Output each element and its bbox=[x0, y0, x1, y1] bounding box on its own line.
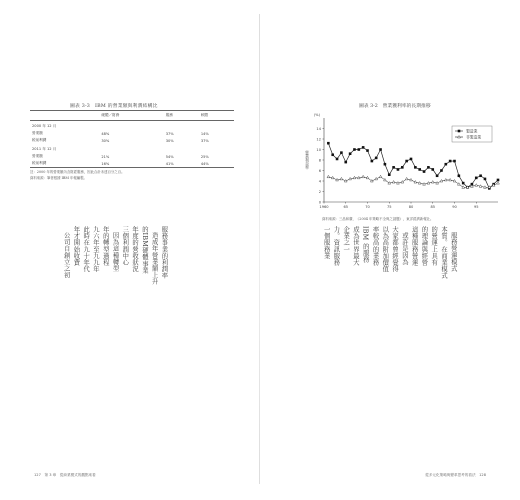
x-tick-label: 70 bbox=[365, 205, 370, 209]
x-tick-label: 65 bbox=[343, 205, 349, 209]
y-axis-label: 營業利益率 bbox=[305, 150, 311, 170]
data-point-square bbox=[418, 168, 421, 171]
y-tick-label: 6 bbox=[318, 168, 321, 173]
data-point-square bbox=[379, 148, 382, 151]
data-point-square bbox=[410, 158, 413, 161]
data-point-square bbox=[497, 179, 500, 182]
text-column: IBM 的服務 bbox=[361, 226, 369, 263]
operating-margin-chart bbox=[302, 110, 502, 214]
table-cell: 48% bbox=[101, 131, 110, 136]
legend-label: 非製造業 bbox=[466, 134, 482, 140]
text-column: 因為這種轉型 bbox=[111, 232, 119, 272]
x-tick-label: 95 bbox=[473, 205, 479, 209]
table-row bbox=[30, 160, 234, 168]
table-row-label: 營業額 bbox=[32, 154, 43, 158]
data-point-square bbox=[397, 168, 400, 171]
table-cell: 16% bbox=[99, 160, 163, 168]
ibm-revenue-profit-table bbox=[30, 110, 234, 168]
table-note-line: 資料來源：筆者根據 IBM 年報編製。 bbox=[30, 176, 87, 180]
table-row bbox=[30, 153, 234, 160]
data-point-square bbox=[423, 170, 426, 173]
text-column: 九六年至九九年 bbox=[91, 226, 99, 273]
x-tick-label: 80 bbox=[408, 205, 414, 209]
text-column: 服務事業的利潤率 bbox=[160, 226, 168, 279]
data-point-square bbox=[431, 168, 434, 171]
data-point-square bbox=[336, 158, 339, 161]
text-column: 成為世界最大 bbox=[351, 226, 359, 266]
data-point-square bbox=[358, 148, 361, 151]
table-cell: 44% bbox=[199, 160, 234, 168]
data-point-square bbox=[331, 153, 334, 156]
text-column: 年的轉型過程 bbox=[101, 226, 109, 266]
text-column: 公司自創立之初 bbox=[62, 232, 70, 279]
data-point-triangle bbox=[362, 175, 365, 178]
data-point-square bbox=[349, 152, 352, 155]
y-tick-label: 0 bbox=[318, 200, 321, 205]
data-point-square bbox=[401, 166, 404, 169]
book-gutter bbox=[259, 14, 260, 484]
x-tick-label: 85 bbox=[430, 205, 436, 209]
data-point-square bbox=[453, 160, 456, 163]
data-point-square bbox=[458, 174, 461, 177]
table-cell: 30% bbox=[101, 138, 110, 143]
table-notes bbox=[30, 169, 124, 181]
table-row bbox=[30, 130, 234, 137]
data-point-square bbox=[405, 160, 408, 163]
table-cell: 14% bbox=[200, 131, 209, 136]
data-point-square bbox=[427, 166, 430, 169]
legend-label: 製造業 bbox=[466, 128, 478, 134]
y-tick-label: 8 bbox=[318, 158, 321, 163]
table-row-label: 税前利潤 bbox=[30, 160, 99, 168]
table-header-cell: 服務 bbox=[164, 111, 199, 121]
data-point-square bbox=[353, 148, 356, 151]
right-folio: 從多元化策略與變革思考的看法 128 bbox=[425, 473, 486, 477]
y-tick-label: 2 bbox=[318, 189, 321, 194]
data-point-square bbox=[445, 163, 448, 166]
table-group-year: 2011 年 12 月 bbox=[32, 147, 57, 151]
table-note-line: 註：2000 年的營業額內含財經服務，因此合計未達百分之百。 bbox=[30, 170, 125, 174]
y-unit-label: (%) bbox=[313, 113, 320, 117]
text-column: 大家都曾經覺得 bbox=[391, 226, 399, 273]
data-point-square bbox=[340, 151, 343, 154]
table-cell: 25% bbox=[200, 154, 209, 159]
x-tick-label: 75 bbox=[386, 205, 392, 209]
data-point-square bbox=[440, 169, 443, 172]
data-point-square bbox=[371, 160, 374, 163]
data-point-triangle bbox=[379, 175, 382, 178]
table-cell: 54% bbox=[165, 154, 174, 159]
text-column: 此時在九十年代 bbox=[82, 226, 90, 273]
text-column: 年才開始收費 bbox=[72, 226, 80, 266]
text-column: 一個服務業 bbox=[322, 226, 330, 259]
text-column: 率較高的業務 bbox=[371, 226, 379, 266]
text-column: 本質。在商業模式 bbox=[439, 226, 447, 279]
text-column: 這種服務營運 bbox=[410, 226, 418, 266]
data-point-square bbox=[392, 166, 395, 169]
data-point-square bbox=[436, 174, 439, 177]
table-caption: 圖表 3-3 IBM 的營業額與利潤結構比 bbox=[70, 104, 158, 109]
table-cell: 21% bbox=[101, 154, 110, 159]
text-column: 三個利潤中心 bbox=[121, 226, 129, 266]
table-group-row bbox=[30, 121, 234, 131]
x-tick-label: 90 bbox=[452, 205, 457, 209]
text-column: 服務營運模式 bbox=[449, 232, 457, 272]
data-point-square bbox=[449, 160, 452, 163]
right-body-text bbox=[322, 226, 456, 324]
data-point-square bbox=[327, 142, 330, 145]
data-point-triangle bbox=[327, 175, 330, 178]
x-tick-label: 1960 bbox=[319, 205, 329, 209]
text-column: 造成年營業額上升 bbox=[150, 232, 158, 285]
text-column: 的營運上具有 bbox=[430, 226, 438, 266]
text-column: 企業之一 bbox=[342, 226, 350, 253]
data-point-triangle bbox=[401, 181, 404, 184]
text-column: 以為高附加價值 bbox=[381, 226, 389, 273]
chart-caption: 圖表 3-2 營業獲利率的長期推移 bbox=[359, 104, 431, 109]
table-group-year: 2000 年 12 月 bbox=[32, 124, 57, 128]
legend-marker-square bbox=[458, 130, 461, 133]
table-row bbox=[30, 137, 234, 144]
y-tick-label: 10 bbox=[316, 147, 321, 152]
data-point-triangle bbox=[431, 181, 434, 184]
text-column: 的IBM硬體事業 bbox=[140, 226, 148, 274]
table-cell: 30% bbox=[165, 138, 174, 143]
data-point-square bbox=[366, 149, 369, 152]
data-point-triangle bbox=[340, 177, 343, 180]
data-point-triangle bbox=[384, 178, 387, 181]
y-tick-label: 14 bbox=[316, 126, 321, 131]
data-point-triangle bbox=[475, 184, 478, 187]
chart-source-note: 資料來源：三品和廣，《2004 年策略不全與之謎題》，東洋經濟新報社。 bbox=[322, 217, 434, 221]
table-row-label: 税前利潤 bbox=[32, 138, 47, 142]
data-point-square bbox=[388, 173, 391, 176]
data-point-square bbox=[362, 146, 365, 149]
data-point-square bbox=[414, 166, 417, 169]
text-column: 的理論與經營 bbox=[420, 226, 428, 266]
data-point-square bbox=[475, 177, 478, 180]
data-point-triangle bbox=[405, 177, 408, 180]
data-point-square bbox=[484, 178, 487, 181]
table-cell: 41% bbox=[164, 160, 199, 168]
data-point-square bbox=[462, 182, 465, 185]
table-row-label: 營業額 bbox=[32, 131, 43, 135]
table-group-row bbox=[30, 144, 234, 153]
table-cell: 37% bbox=[165, 131, 174, 136]
left-folio: 127 第 3 章 從商業模式的觀點來看 bbox=[34, 473, 96, 477]
data-point-triangle bbox=[392, 181, 395, 184]
data-point-triangle bbox=[457, 183, 460, 186]
y-tick-label: 12 bbox=[316, 137, 321, 142]
data-point-square bbox=[344, 161, 347, 164]
table-header-cell: 硬體／財務 bbox=[99, 111, 163, 121]
table-header-cell bbox=[30, 111, 99, 121]
text-column: 年度的營收狀況 bbox=[131, 226, 139, 273]
text-column: 力。資訊服務 bbox=[332, 226, 340, 266]
y-tick-label: 4 bbox=[318, 179, 321, 184]
text-column: 或許是因為 bbox=[400, 232, 408, 265]
data-point-triangle bbox=[497, 182, 500, 185]
table-cell: 37% bbox=[200, 138, 209, 143]
left-body-text bbox=[62, 226, 166, 388]
data-point-square bbox=[384, 163, 387, 166]
table-header-row bbox=[30, 111, 234, 121]
table-header-cell: 軟體 bbox=[199, 111, 234, 121]
data-point-square bbox=[479, 174, 482, 177]
data-point-square bbox=[375, 157, 378, 160]
